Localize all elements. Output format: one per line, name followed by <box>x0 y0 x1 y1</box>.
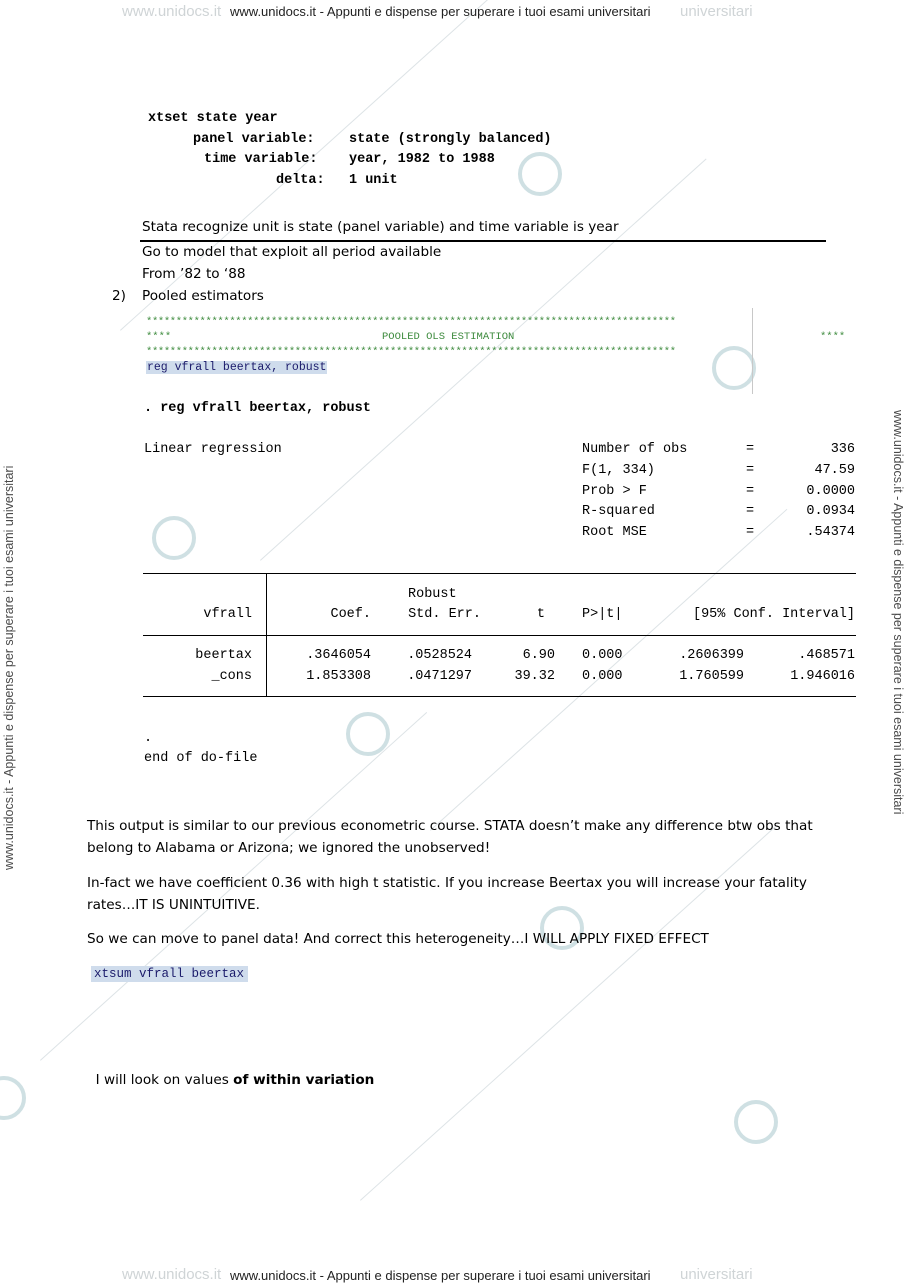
table-cell: 1.760599 <box>679 669 744 684</box>
paragraph-text: I will look on values <box>95 1072 234 1088</box>
watermark-faint-right: universitari <box>680 3 753 20</box>
regression-prompt: . reg vfrall beertax, robust <box>144 401 371 416</box>
regression-dot: . <box>144 731 153 746</box>
table-cell-var: beertax <box>195 648 252 663</box>
dofile-banner-left: **** <box>146 331 172 343</box>
table-header: P>|t| <box>582 607 623 622</box>
paragraph: In-fact we have coefficient 0.36 with high t statistic. If you increase Beertax you will increase your fatality <box>87 875 807 891</box>
paragraph-last <box>87 1047 374 1091</box>
unidocs-logo-icon <box>346 712 390 756</box>
table-header: t <box>536 607 545 622</box>
table-column-divider <box>266 573 267 696</box>
table-cell: .2606399 <box>679 648 744 663</box>
paragraph: rates…IT IS UNINTUITIVE. <box>87 897 260 913</box>
table-header: [95% Conf. Interval] <box>692 607 855 622</box>
watermark-faint-left: www.unidocs.it <box>122 3 222 20</box>
table-cell: 0.000 <box>582 648 623 663</box>
unidocs-logo-icon <box>734 1100 778 1144</box>
xtset-command: xtset state year <box>148 111 278 126</box>
regression-end: end of do-file <box>144 751 258 766</box>
footer-watermark: www.unidocs.it - Appunti e dispense per superare i tuoi esami universitari <box>230 1268 651 1283</box>
xtset-label: panel variable: <box>193 132 315 147</box>
list-item-number: 2) <box>112 288 126 304</box>
dofile-stars: ***************************************************************************************** <box>146 316 676 328</box>
regression-title: Linear regression <box>144 442 282 457</box>
stat-label: Prob > F <box>582 484 647 499</box>
table-cell: .3646054 <box>306 648 371 663</box>
table-cell: 6.90 <box>522 648 555 663</box>
xtset-label: delta: <box>276 173 325 188</box>
xtset-value: year, 1982 to 1988 <box>349 152 495 167</box>
stat-eq: = <box>746 525 755 540</box>
paragraph: This output is similar to our previous econometric course. STATA doesn’t make any difference btw obs that <box>87 818 813 834</box>
table-cell: 1.853308 <box>306 669 371 684</box>
note-line: Stata recognize unit is state (panel variable) and time variable is year <box>142 219 619 235</box>
xtsum-command: xtsum vfrall beertax <box>91 966 248 982</box>
table-cell: 1.946016 <box>790 669 855 684</box>
unidocs-logo-icon <box>712 346 756 390</box>
table-rule <box>143 696 856 697</box>
table-rule <box>143 635 856 636</box>
stat-label: R-squared <box>582 504 655 519</box>
dofile-command: reg vfrall beertax, robust <box>147 361 327 374</box>
dofile-stars: ***************************************************************************************** <box>146 346 676 358</box>
dofile-banner-right: **** <box>820 331 846 343</box>
watermark-faint-right: universitari <box>680 1266 753 1283</box>
xtset-value: 1 unit <box>349 173 398 188</box>
stat-value: 0.0000 <box>806 484 855 499</box>
table-cell: 39.32 <box>514 669 555 684</box>
table-header: Std. Err. <box>408 607 481 622</box>
stat-value: 336 <box>830 442 855 457</box>
stat-value: 0.0934 <box>806 504 855 519</box>
note-line: From ’82 to ‘88 <box>142 266 246 282</box>
watermark-faint-left: www.unidocs.it <box>122 1266 222 1283</box>
stat-label: Root MSE <box>582 525 647 540</box>
list-item-text: Pooled estimators <box>142 288 264 304</box>
unidocs-logo-icon <box>518 152 562 196</box>
stat-label: Number of obs <box>582 442 688 457</box>
paragraph: belong to Alabama or Arizona; we ignored the unobserved! <box>87 840 491 856</box>
watermark-side-right: www.unidocs.it - Appunti e dispense per superare i tuoi esami universitari <box>891 410 905 815</box>
table-cell: .0471297 <box>407 669 472 684</box>
table-rule <box>143 573 856 574</box>
table-header: vfrall <box>203 607 252 622</box>
watermark-side-left: www.unidocs.it - Appunti e dispense per superare i tuoi esami universitari <box>2 465 16 870</box>
dofile-banner-title: POOLED OLS ESTIMATION <box>382 331 515 343</box>
table-cell: 0.000 <box>582 669 623 684</box>
unidocs-logo-icon <box>152 516 196 560</box>
table-cell-var: _cons <box>211 669 252 684</box>
stat-eq: = <box>746 442 755 457</box>
table-header: Coef. <box>330 607 371 622</box>
unidocs-logo-icon <box>0 1076 26 1120</box>
note-line: Go to model that exploit all period available <box>142 244 442 260</box>
xtset-value: state (strongly balanced) <box>349 132 552 147</box>
stat-value: .54374 <box>806 525 855 540</box>
paragraph: So we can move to panel data! And correct this heterogeneity…I WILL APPLY FIXED EFFECT <box>87 931 709 947</box>
stat-eq: = <box>746 484 755 499</box>
stat-eq: = <box>746 463 755 478</box>
stat-eq: = <box>746 504 755 519</box>
table-cell: .468571 <box>798 648 855 663</box>
table-cell: .0528524 <box>407 648 472 663</box>
stat-value: 47.59 <box>814 463 855 478</box>
header-watermark: www.unidocs.it - Appunti e dispense per superare i tuoi esami universitari <box>230 4 651 19</box>
dofile-cursor-line <box>752 308 753 394</box>
paragraph-bold-text: of within variation <box>233 1072 375 1088</box>
stat-label: F(1, 334) <box>582 463 655 478</box>
xtset-label: time variable: <box>204 152 318 167</box>
table-header-robust: Robust <box>408 587 457 602</box>
